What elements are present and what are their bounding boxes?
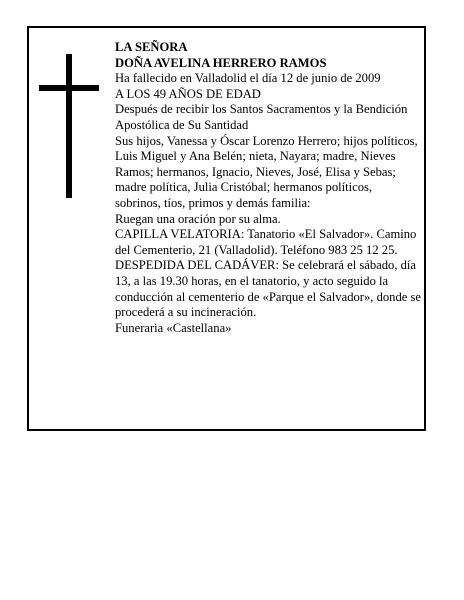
- obituary-notice: [27, 26, 426, 431]
- prayer-text: Ruegan una oración por su alma.: [115, 211, 281, 226]
- cross-icon: [39, 54, 99, 198]
- death-line: Ha fallecido en Valladolid el día 12 de junio de 2009: [115, 71, 381, 86]
- deceased-name: DOÑA AVELINA HERRERO RAMOS: [115, 55, 327, 70]
- funeral-home: Funeraria «Castellana»: [115, 320, 232, 335]
- chapel-info: CAPILLA VELATORIA: Tanatorio «El Salvador». Camino del Cementerio, 21 (Valladolid). Teléfono 983 25 12 25.: [115, 227, 417, 257]
- cross-horizontal-bar: [39, 85, 99, 91]
- sacraments-text: Después de recibir los Santos Sacramentos y la Bendición Apostólica de Su Santidad: [115, 102, 408, 132]
- farewell-info: DESPEDIDA DEL CADÁVER: Se celebrará el sábado, día 13, a las 19.30 horas, en el tanatorio, y acto seguido la conducción al cementerio de «Parque el Salvador», donde se procederá a su incineración.: [115, 258, 421, 320]
- age-line: A LOS 49 AÑOS DE EDAD: [115, 86, 261, 101]
- family-text: Sus hijos, Vanessa y Óscar Lorenzo Herrero; hijos políticos, Luis Miguel y Ana Belén; nieta, Nayara; madre, Nieves Ramos; hermanos, Ignacio, Nieves, José, Elisa y Sebas; madre política, Julia Cristóbal; hermanos políticos, sobrinos, tíos, primos y demás familia:: [115, 133, 418, 210]
- notice-title: LA SEÑORA: [115, 40, 188, 54]
- notice-text: [115, 40, 421, 336]
- cross-vertical-bar: [66, 54, 72, 198]
